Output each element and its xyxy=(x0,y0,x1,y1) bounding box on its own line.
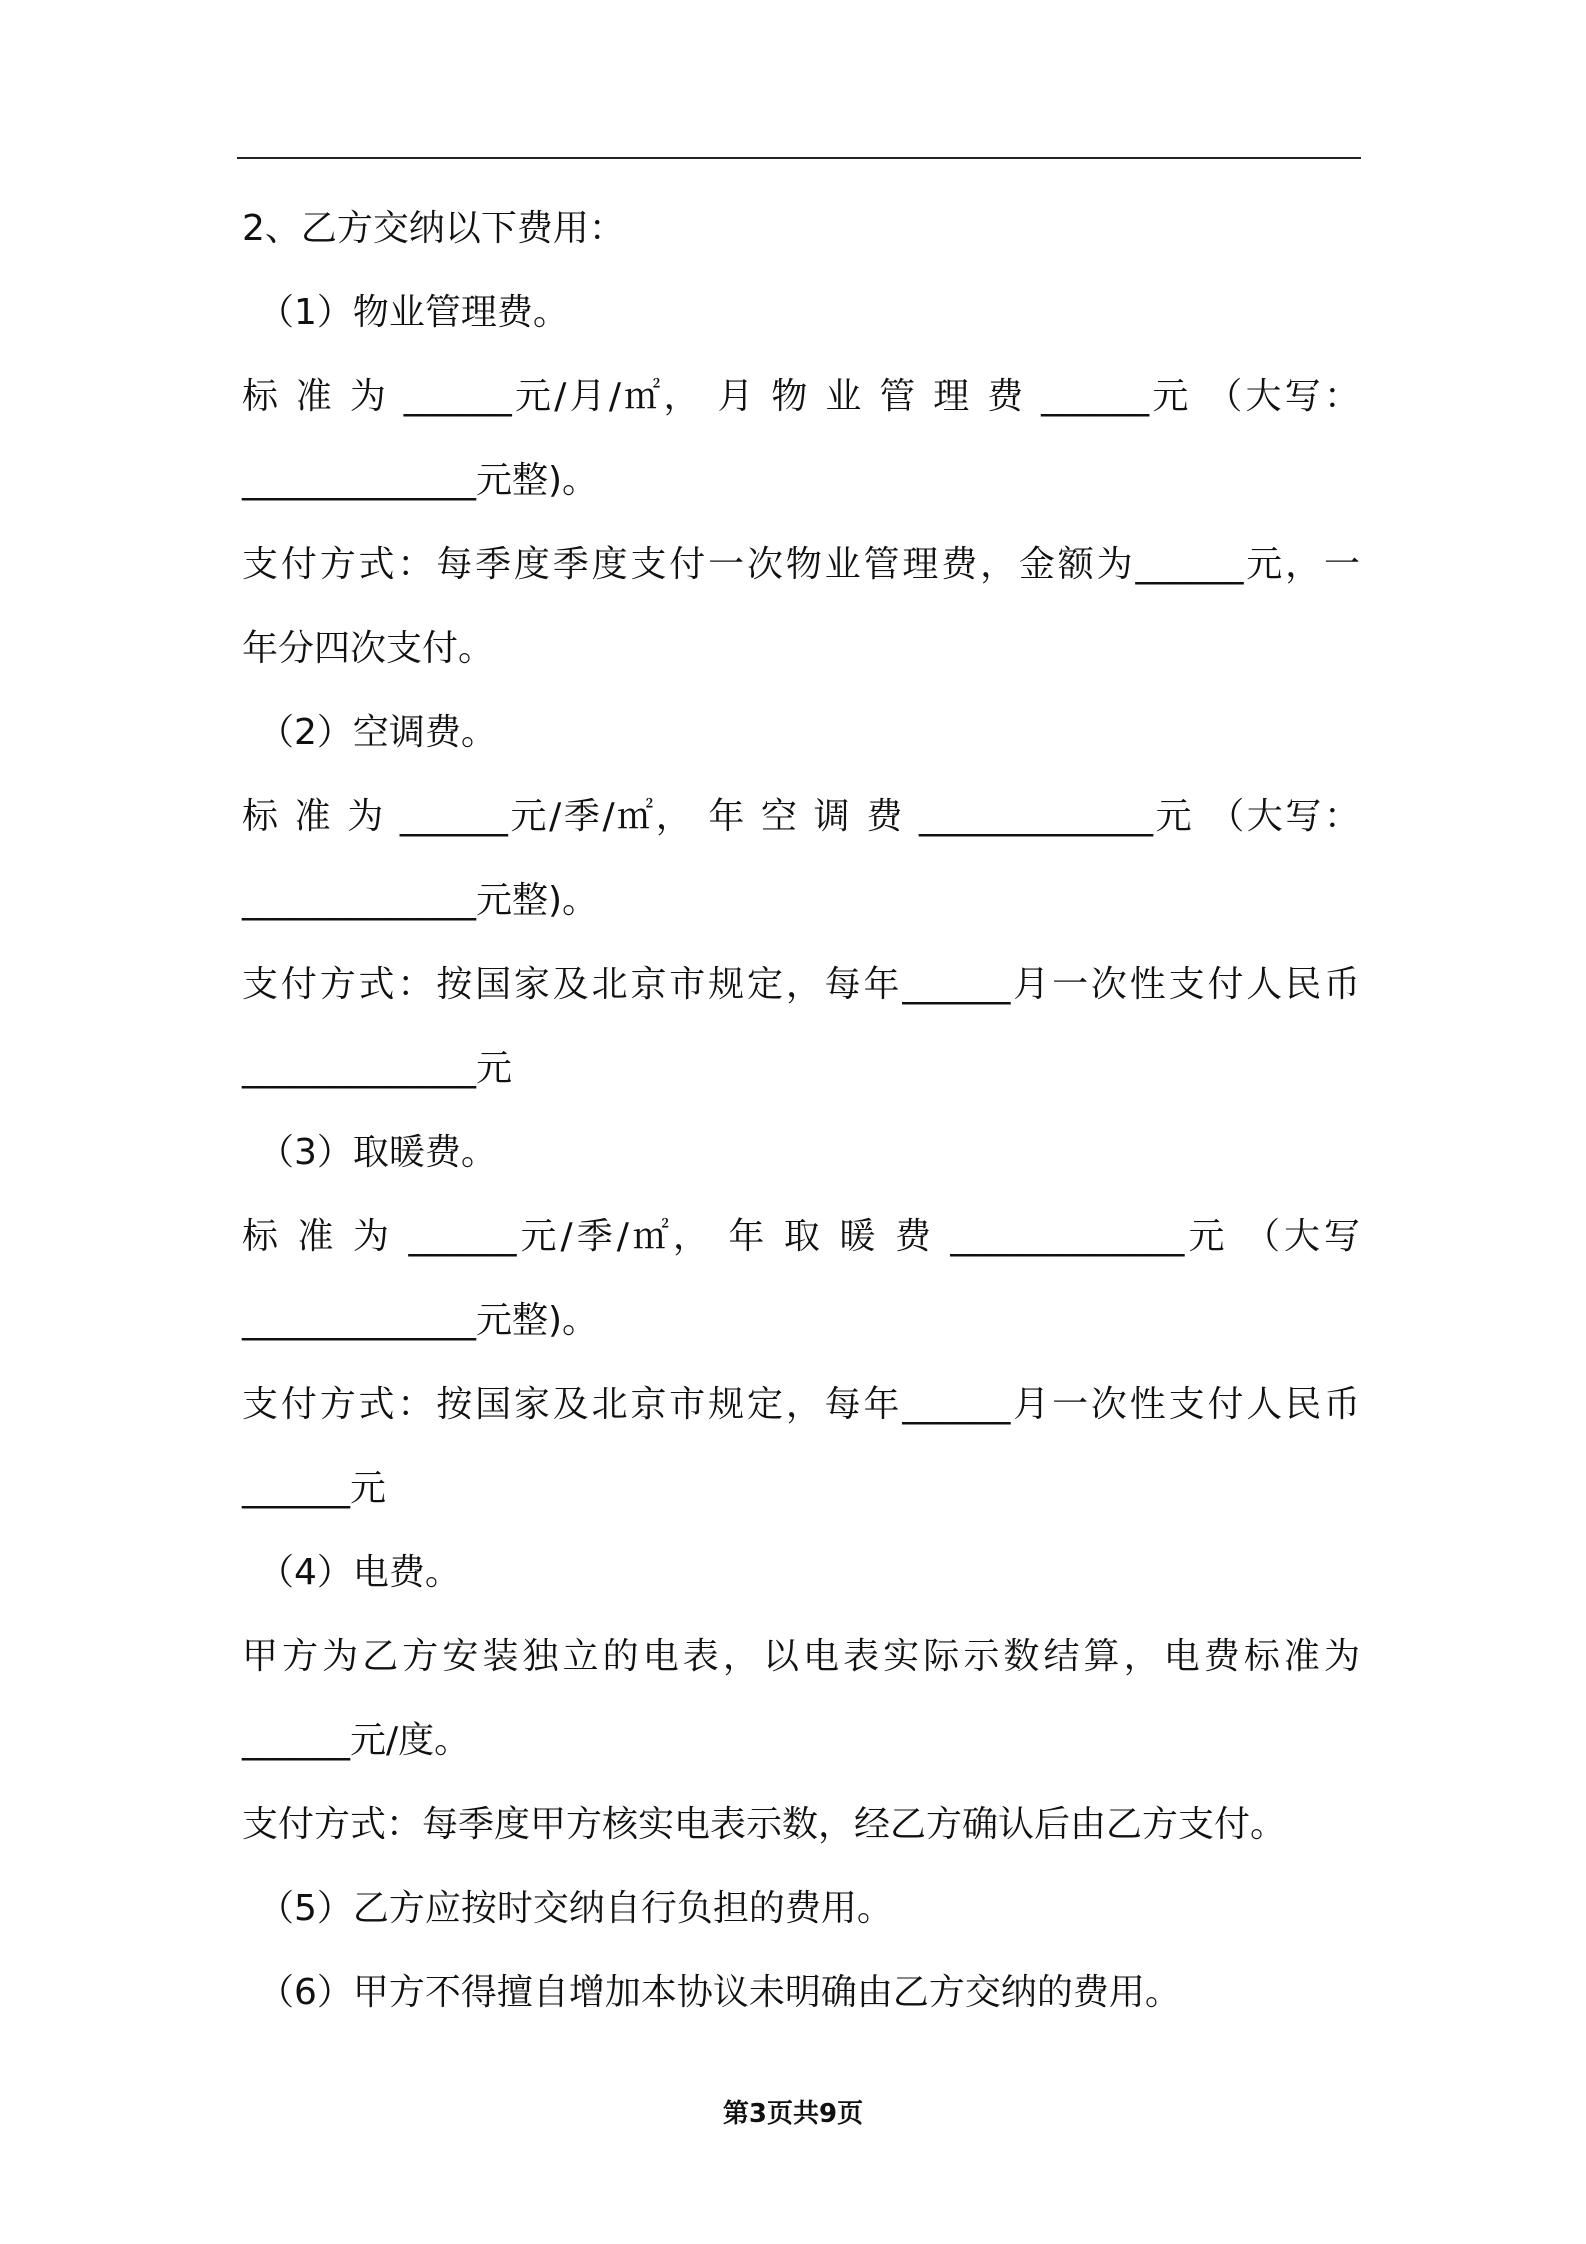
property-fee-payment: 支付方式：每季度季度支付一次物业管理费，金额为______元，一 xyxy=(242,544,1360,585)
header-rule xyxy=(237,157,1361,159)
aircon-fee-amount-words: _____________元整)。 xyxy=(242,880,599,921)
heating-fee-standard: 标 准 为 ______元/季/㎡， 年 取 暖 费 _____________元 （大写 xyxy=(242,1216,1360,1257)
electricity-fee-standard: 甲方为乙方安装独立的电表，以电表实际示数结算，电费标准为 xyxy=(242,1636,1360,1677)
property-fee-standard: 标 准 为 ______元/月/㎡， 月 物 业 管 理 费 ______元 （大写： xyxy=(242,376,1360,417)
section-heading: 2、乙方交纳以下费用： xyxy=(242,208,625,249)
electricity-fee-payment: 支付方式：每季度甲方核实电表示数，经乙方确认后由乙方支付。 xyxy=(242,1804,1287,1845)
item-5-text: （5）乙方应按时交纳自行负担的费用。 xyxy=(258,1888,893,1929)
property-fee-payment-cont: 年分四次支付。 xyxy=(242,628,495,669)
item-6-text: （6）甲方不得擅自增加本协议未明确由乙方交纳的费用。 xyxy=(258,1972,1181,2013)
item-heading-aircon-fee: （2）空调费。 xyxy=(258,712,497,753)
aircon-fee-payment-amount: _____________元 xyxy=(242,1048,512,1089)
heating-fee-payment-amount: ______元 xyxy=(242,1468,387,1509)
electricity-fee-rate: ______元/度。 xyxy=(242,1720,471,1761)
aircon-fee-standard: 标 准 为 ______元/季/㎡， 年 空 调 费 _____________元 （大写： xyxy=(242,796,1360,837)
property-fee-amount-words: _____________元整)。 xyxy=(242,460,599,501)
item-heading-electricity-fee: （4）电费。 xyxy=(258,1552,461,1593)
heating-fee-payment: 支付方式：按国家及北京市规定，每年______月一次性支付人民币 xyxy=(242,1384,1360,1425)
item-heading-heating-fee: （3）取暖费。 xyxy=(258,1132,497,1173)
heating-fee-amount-words: _____________元整)。 xyxy=(242,1300,599,1341)
page-number: 第3页共9页 xyxy=(722,2099,864,2129)
aircon-fee-payment: 支付方式：按国家及北京市规定，每年______月一次性支付人民币 xyxy=(242,964,1360,1005)
item-heading-property-fee: （1）物业管理费。 xyxy=(258,292,569,333)
